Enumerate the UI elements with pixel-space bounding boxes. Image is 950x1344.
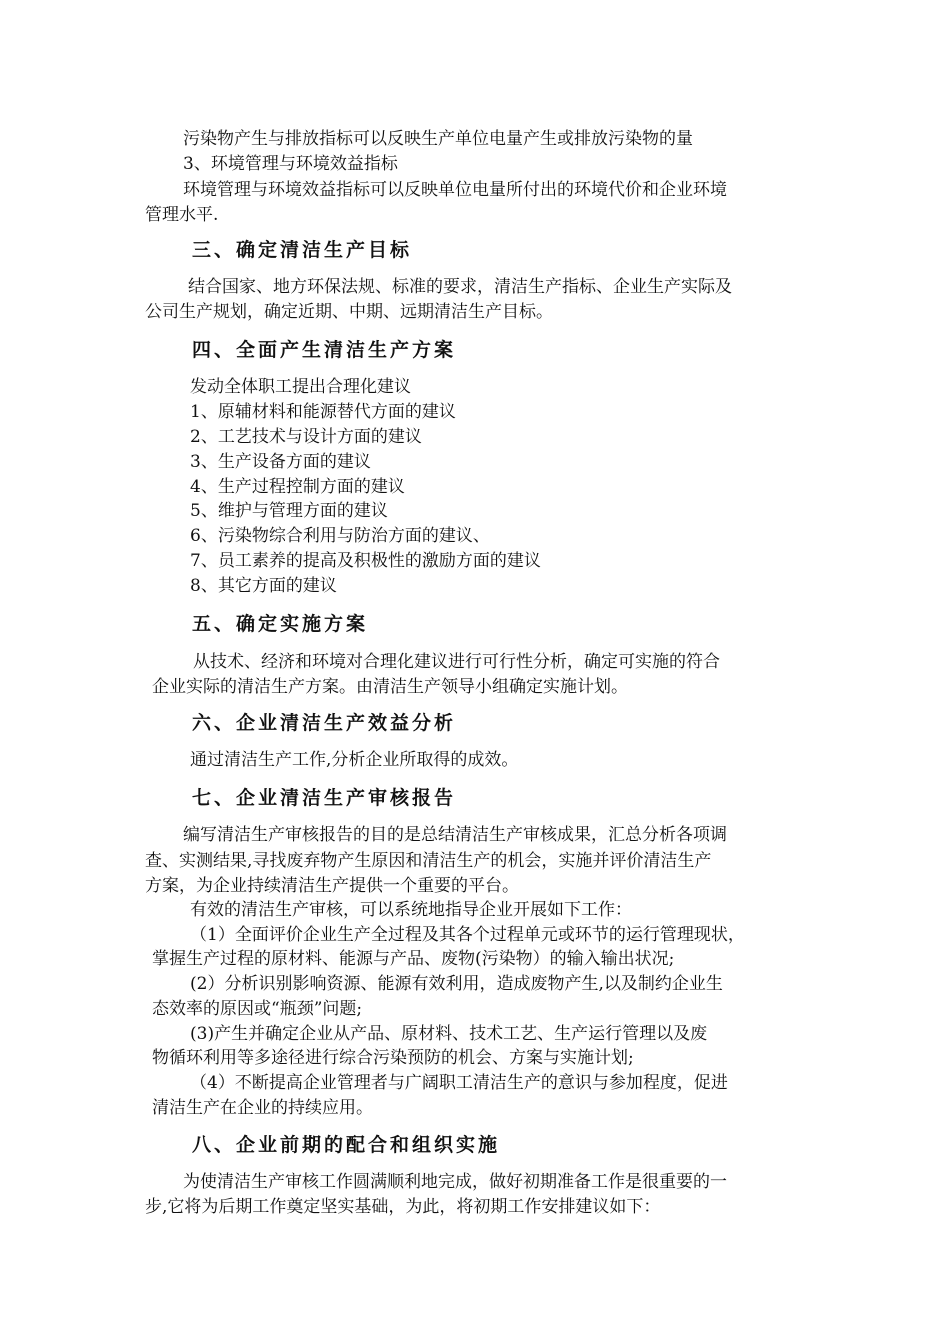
paragraph-line: （1）全面评价企业生产全过程及其各个过程单元或环节的运行管理现状， bbox=[190, 925, 745, 945]
paragraph-line: (2）分析识别影响资源、能源有效利用，造成废物产生,以及制约企业生 bbox=[190, 974, 723, 994]
list-item: 5、维护与管理方面的建议 bbox=[190, 501, 388, 521]
paragraph-line: 为使清洁生产审核工作圆满顺利地完成，做好初期准备工作是很重要的一 bbox=[183, 1172, 727, 1192]
paragraph-line: 查、实测结果,寻找废弃物产生原因和清洁生产的机会，实施并评价清洁生产 bbox=[145, 851, 712, 871]
section-heading-6: 六、企业清洁生产效益分析 bbox=[192, 712, 457, 734]
paragraph-line: 物循环利用等多途径进行综合污染预防的机会、方案与实施计划; bbox=[152, 1048, 634, 1068]
paragraph-line: 从技术、经济和环境对合理化建议进行可行性分析，确定可实施的符合 bbox=[193, 652, 720, 672]
paragraph-line: 清洁生产在企业的持续应用。 bbox=[152, 1098, 373, 1118]
list-item: 7、员工素养的提高及积极性的激励方面的建议 bbox=[190, 551, 541, 571]
paragraph-line: 态效率的原因或“瓶颈”问题; bbox=[152, 999, 363, 1019]
section-heading-5: 五、确定实施方案 bbox=[192, 613, 369, 635]
paragraph-line: 3、环境管理与环境效益指标 bbox=[183, 154, 398, 174]
paragraph-line: 掌握生产过程的原材料、能源与产品、废物(污染物）的输入输出状况; bbox=[152, 949, 675, 969]
paragraph-line: 公司生产规划，确定近期、中期、远期清洁生产目标。 bbox=[145, 302, 553, 322]
paragraph-line: 方案，为企业持续清洁生产提供一个重要的平台。 bbox=[145, 876, 519, 896]
list-item: 1、原辅材料和能源替代方面的建议 bbox=[190, 402, 456, 422]
list-item: 2、工艺技术与设计方面的建议 bbox=[190, 427, 422, 447]
list-item: 6、污染物综合利用与防治方面的建议、 bbox=[190, 526, 490, 546]
paragraph-line: 通过清洁生产工作,分析企业所取得的成效。 bbox=[190, 750, 519, 770]
section-heading-3: 三、确定清洁生产目标 bbox=[192, 239, 413, 261]
paragraph-line: 环境管理与环境效益指标可以反映单位电量所付出的环境代价和企业环境 bbox=[183, 180, 727, 200]
paragraph-line: 编写清洁生产审核报告的目的是总结清洁生产审核成果，汇总分析各项调 bbox=[183, 825, 727, 845]
paragraph-line: （4）不断提高企业管理者与广阔职工清洁生产的意识与参加程度，促进 bbox=[190, 1073, 728, 1093]
section-heading-4: 四、全面产生清洁生产方案 bbox=[192, 339, 457, 361]
paragraph-line: 步,它将为后期工作奠定坚实基础，为此，将初期工作安排建议如下： bbox=[145, 1197, 661, 1217]
paragraph-line: 有效的清洁生产审核，可以系统地指导企业开展如下工作： bbox=[190, 900, 632, 920]
paragraph-line: (3)产生并确定企业从产品、原材料、技术工艺、生产运行管理以及废 bbox=[190, 1024, 708, 1044]
paragraph-line: 结合国家、地方环保法规、标准的要求，清洁生产指标、企业生产实际及 bbox=[188, 277, 732, 297]
section-heading-7: 七、企业清洁生产审核报告 bbox=[192, 787, 457, 809]
list-item: 8、其它方面的建议 bbox=[190, 576, 337, 596]
section-heading-8: 八、企业前期的配合和组织实施 bbox=[192, 1134, 501, 1156]
list-item: 3、生产设备方面的建议 bbox=[190, 452, 371, 472]
list-item: 4、生产过程控制方面的建议 bbox=[190, 477, 405, 497]
paragraph-line: 企业实际的清洁生产方案。由清洁生产领导小组确定实施计划。 bbox=[152, 677, 628, 697]
paragraph-line: 污染物产生与排放指标可以反映生产单位电量产生或排放污染物的量 bbox=[183, 129, 693, 149]
list-item: 发动全体职工提出合理化建议 bbox=[190, 377, 411, 397]
paragraph-line: 管理水平. bbox=[145, 205, 219, 225]
